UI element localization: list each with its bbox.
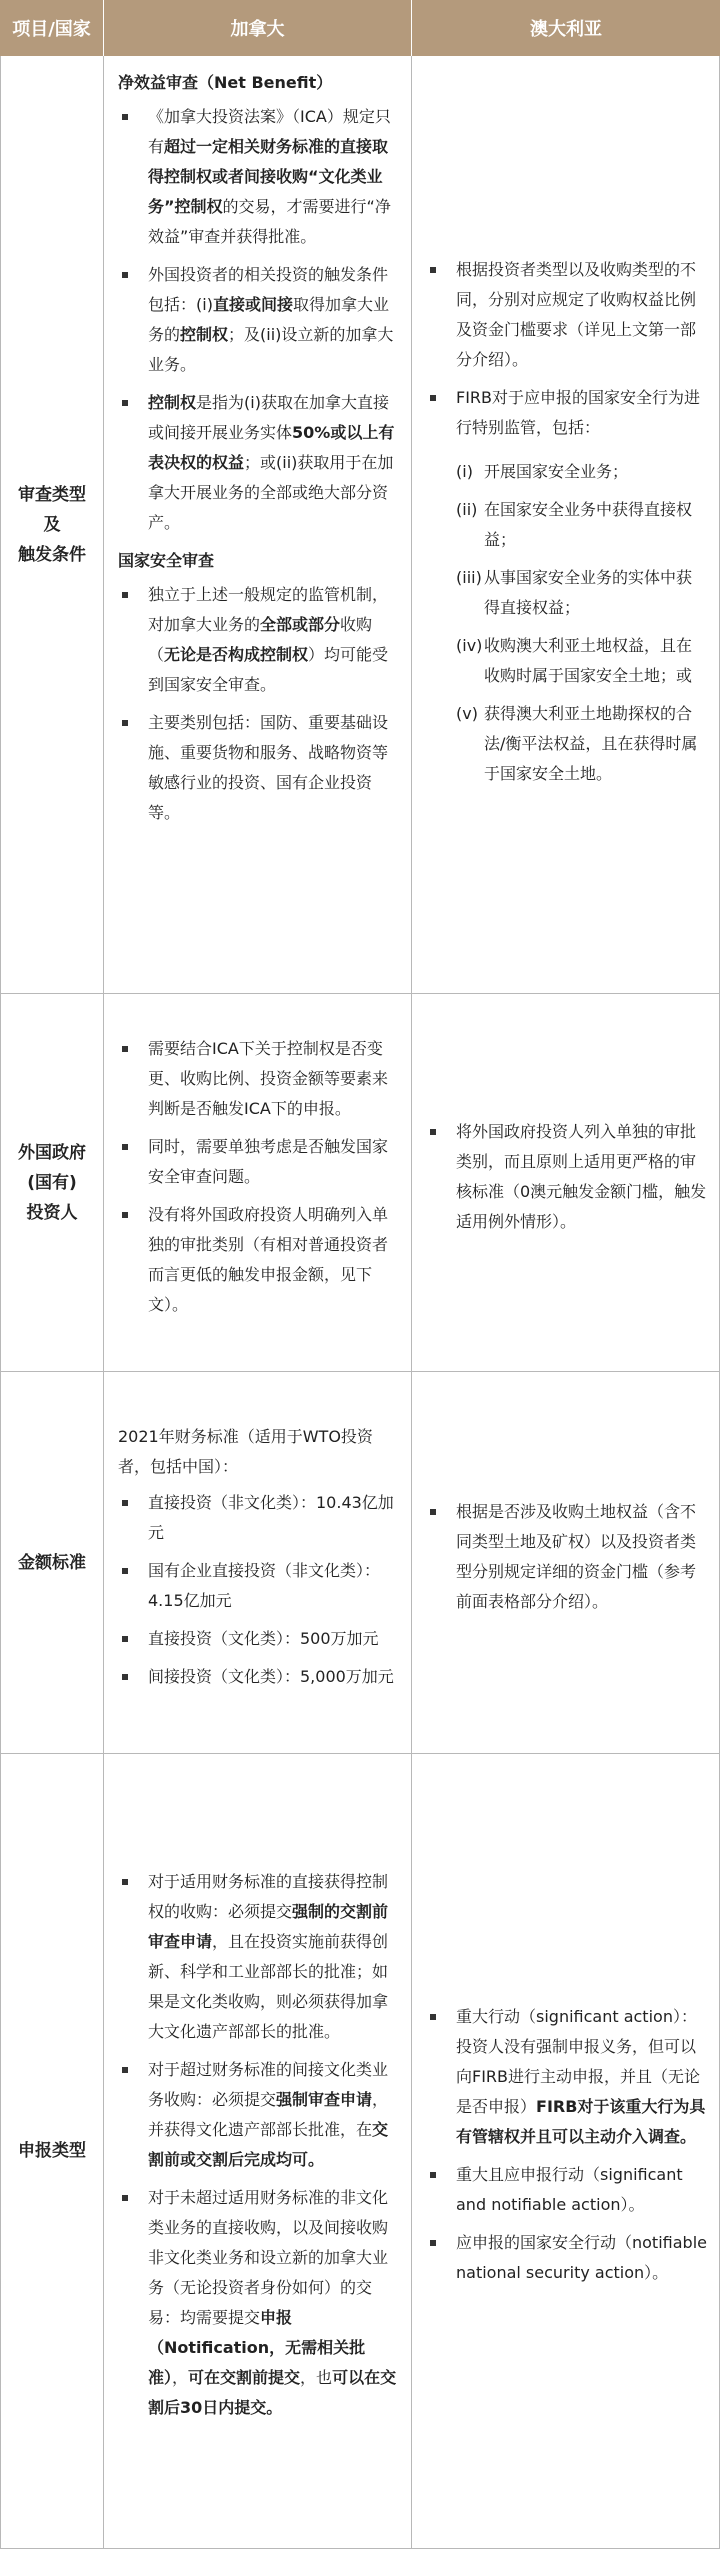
list-item: (v) 获得澳大利亚土地勘探权的合法/衡平法权益，且在获得时属于国家安全土地。 (456, 703, 698, 783)
list-item: 重大且应申报行动（significant and notifiable action）。 (426, 2160, 707, 2220)
table-row-review-type (0, 56, 720, 994)
bullet-icon (430, 2172, 436, 2178)
bullet-icon (122, 114, 128, 120)
bullet-icon (430, 1129, 436, 1135)
table-row-thresholds (0, 1372, 720, 1754)
row-label-review-type: 审查类型 及 触发条件 (0, 56, 104, 994)
net-benefit-heading: 净效益审查（Net Benefit） (118, 73, 333, 92)
row-label-foreign-government: 外国政府 (国有) 投资人 (0, 994, 104, 1372)
header-australia: 澳大利亚 (412, 0, 720, 56)
bullet-icon (122, 1879, 128, 1885)
list-item: 《加拿大投资法案》（ICA）规定只有超过一定相关财务标准的直接取得控制权或者间接收购“文化类业务”控制权的交易，才需要进行“净效益”审查并获得批准。 (118, 102, 399, 252)
row-label-thresholds: 金额标准 (0, 1372, 104, 1754)
list-item: 对于超过财务标准的间接文化类业务收购：必须提交强制审查申请，并获得文化遗产部部长批准，在交割前或交割后完成均可。 (118, 2055, 399, 2175)
list-item: 重大行动（significant action）：投资人没有强制申报义务，但可以向FIRB进行主动申报，并且（无论是否申报）FIRB对于该重大行为具有管辖权并且可以主动介入调查。 (426, 2002, 707, 2152)
bullet-icon (430, 2240, 436, 2246)
list-item: 直接投资（非文化类）：10.43亿加元 (118, 1488, 399, 1548)
australia-filing-type (412, 1754, 720, 2549)
list-item: 外国投资者的相关投资的触发条件包括：(i)直接或间接取得加拿大业务的控制权；及(ii)设立新的加拿大业务。 (118, 260, 399, 380)
bullet-icon (430, 1509, 436, 1515)
list-item: (i) 开展国家安全业务； (456, 461, 629, 481)
bullet-icon (122, 592, 128, 598)
header-item-country: 项目/国家 (0, 0, 104, 56)
list-item: 对于未超过适用财务标准的非文化类业务的直接收购，以及间接收购非文化类业务和设立新的加拿大业务（无论投资者身份如何）的交易：均需要提交申报（Notification，无需相关批准），可在交割前提交，也可以在交割后30日内提交。 (118, 2183, 399, 2423)
list-item: (ii) 在国家安全业务中获得直接权益； (456, 499, 693, 549)
list-item: (iv) 收购澳大利亚土地权益，且在收购时属于国家安全土地；或 (456, 635, 693, 685)
bullet-icon (430, 2014, 436, 2020)
bullet-icon (430, 395, 436, 401)
list-item: 独立于上述一般规定的监管机制，对加拿大业务的全部或部分收购（无论是否构成控制权）均可能受到国家安全审查。 (118, 580, 399, 700)
bullet-icon (122, 1212, 128, 1218)
bullet-icon (122, 1144, 128, 1150)
table-row-foreign-government (0, 994, 720, 1372)
bullet-icon (122, 1674, 128, 1680)
australia-review-type (412, 56, 720, 994)
canada-thresholds (104, 1372, 412, 1754)
list-item: 控制权是指为(i)获取在加拿大直接或间接开展业务实体50%或以上有表决权的权益；或(ii)获取用于在加拿大开展业务的全部或绝大部分资产。 (118, 388, 399, 538)
bullet-icon (122, 720, 128, 726)
bullet-icon (122, 2067, 128, 2073)
bullet-icon (122, 1568, 128, 1574)
canada-review-type (104, 56, 412, 994)
canada-foreign-government (104, 994, 412, 1372)
list-item: 主要类别包括：国防、重要基础设施、重要货物和服务、战略物资等敏感行业的投资、国有企业投资等。 (118, 708, 399, 828)
list-item: FIRB对于应申报的国家安全行为进行特别监管，包括： (426, 383, 707, 443)
row-label-filing-type: 申报类型 (0, 1754, 104, 2549)
list-item: 需要结合ICA下关于控制权是否变更、收购比例、投资金额等要素来判断是否触发ICA下的申报。 (118, 1034, 399, 1124)
australia-thresholds (412, 1372, 720, 1754)
thresholds-intro: 2021年财务标准（适用于WTO投资者，包括中国）： (118, 1426, 373, 1476)
list-item: 没有将外国政府投资人明确列入单独的审批类别（有相对普通投资者而言更低的触发申报金额，见下文）。 (118, 1200, 399, 1320)
national-security-heading: 国家安全审查 (118, 551, 215, 570)
list-item: 应申报的国家安全行动（notifiable national security action）。 (426, 2228, 707, 2288)
bullet-icon (122, 1046, 128, 1052)
bullet-icon (122, 2195, 128, 2201)
australia-foreign-government (412, 994, 720, 1372)
bullet-icon (122, 400, 128, 406)
table-row-filing-type (0, 1754, 720, 2549)
list-item: (iii) 从事国家安全业务的实体中获得直接权益； (456, 567, 693, 617)
list-item: 间接投资（文化类）：5,000万加元 (118, 1662, 399, 1692)
list-item: 国有企业直接投资（非文化类）：4.15亿加元 (118, 1556, 399, 1616)
list-item: 对于适用财务标准的直接获得控制权的收购：必须提交强制的交割前审查申请，且在投资实施前获得创新、科学和工业部部长的批准；如果是文化类收购，则必须获得加拿大文化遗产部部长的批准。 (118, 1867, 399, 2047)
bullet-icon (122, 272, 128, 278)
bullet-icon (122, 1500, 128, 1506)
bullet-icon (430, 267, 436, 273)
list-item: 根据是否涉及收购土地权益（含不同类型土地及矿权）以及投资者类型分别规定详细的资金门槛（参考前面表格部分介绍）。 (426, 1497, 707, 1617)
header-canada: 加拿大 (104, 0, 412, 56)
national-security-actions-list (426, 457, 707, 797)
bullet-icon (122, 1636, 128, 1642)
list-item: 将外国政府投资人列入单独的审批类别，而且原则上适用更严格的审核标准（0澳元触发金额门槛，触发适用例外情形）。 (426, 1117, 707, 1237)
list-item: 根据投资者类型以及收购类型的不同，分别对应规定了收购权益比例及资金门槛要求（详见上文第一部分介绍）。 (426, 255, 707, 375)
table-header (0, 0, 720, 56)
canada-filing-type (104, 1754, 412, 2549)
list-item: 直接投资（文化类）：500万加元 (118, 1624, 399, 1654)
list-item: 同时，需要单独考虑是否触发国家安全审查问题。 (118, 1132, 399, 1192)
